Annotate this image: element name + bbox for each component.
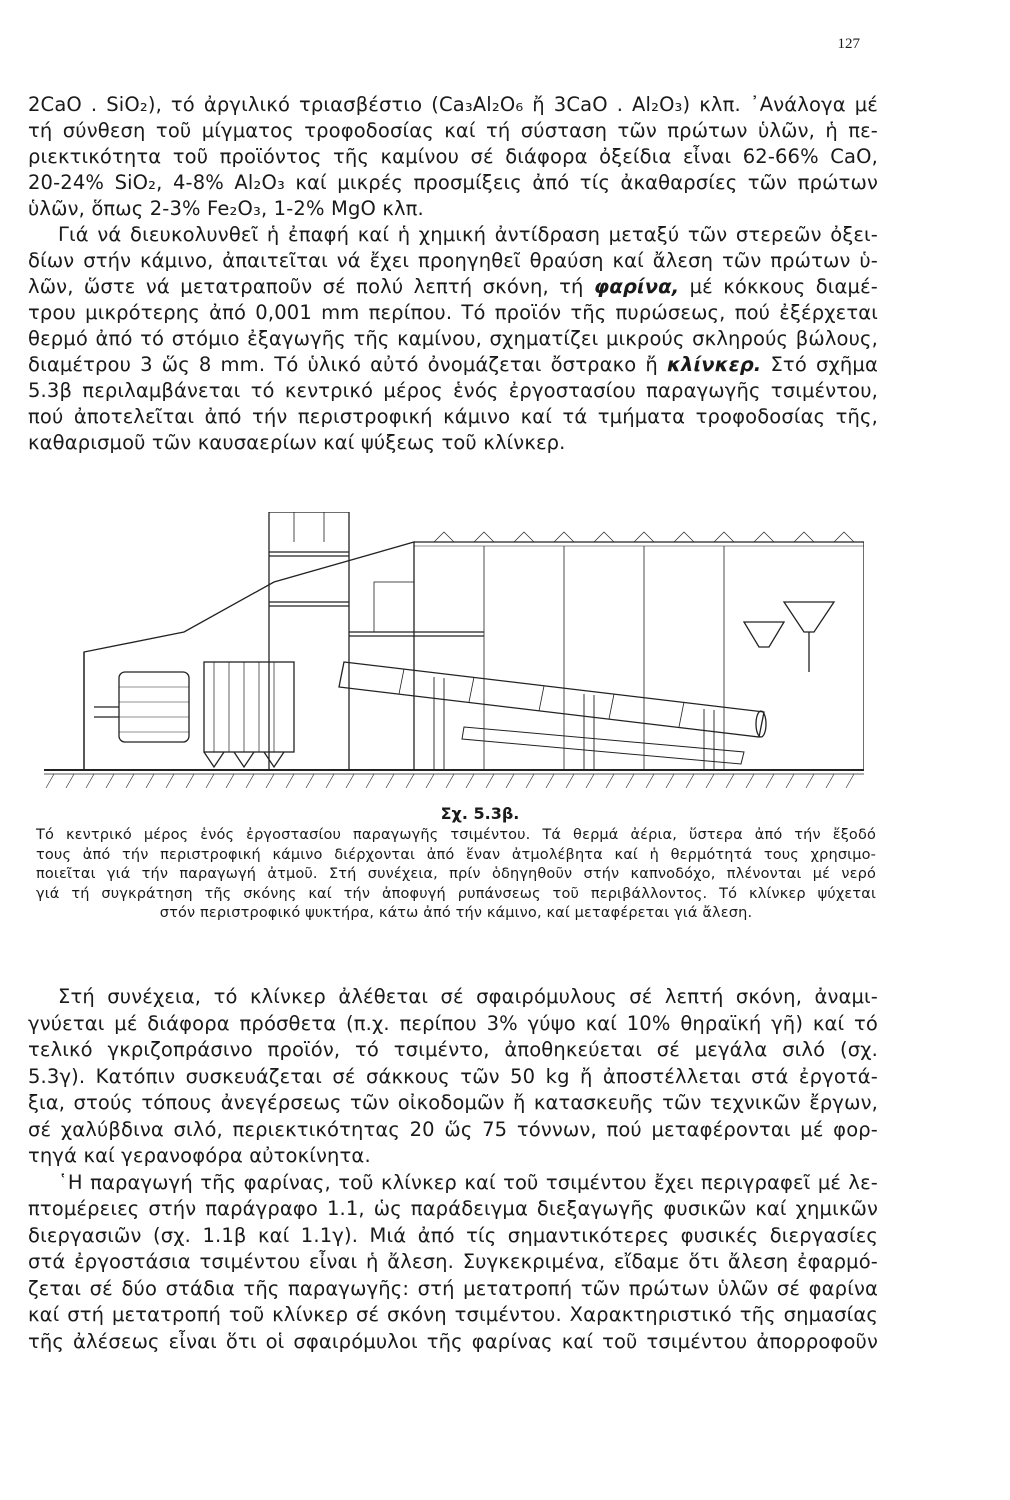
page-number: 127 bbox=[837, 36, 860, 52]
text-line: ριεκτικότητα τοῦ προϊόντος τῆς καμίνου σέ διάφορα ὀξείδια εἶναι 62-66% CaO, bbox=[28, 145, 878, 168]
text-line: σέ χαλύβδινα σιλό, περιεκτικότητας 20 ὥς 75 τόννων, πού μεταφέρονται μέ φορ- bbox=[28, 1117, 878, 1141]
text-line: τηγά καί γερανοφόρα αὐτοκίνητα. bbox=[28, 1144, 371, 1167]
text-fragment: διαμέτρου 3 ὥς 8 mm. Τό ὑλικό αὐτό ὀνομάζεται ὄστρακο ἤ bbox=[28, 353, 668, 376]
cement-plant-drawing bbox=[44, 512, 864, 790]
text-line bbox=[28, 274, 878, 300]
text-fragment: λῶν, ὥστε νά μετατραποῦν σέ πολύ λεπτή σκόνη, τή bbox=[28, 275, 594, 298]
text-line: 5.3β περιλαμβάνεται τό κεντρικό μέρος ἑνός ἐργοστασίου παραγωγῆς τσιμέντου, bbox=[28, 379, 878, 402]
text-line: Στή συνέχεια, τό κλίνκερ ἀλέθεται σέ σφαιρόμυλους σέ λεπτή σκόνη, ἀναμι- bbox=[58, 985, 878, 1008]
text-line: δίων στήν κάμινο, ἀπαιτεῖται νά ἔχει προηγηθεῖ θραύση καί ἄλεση τῶν πρώτων ὑ- bbox=[28, 249, 878, 272]
text-fragment: Στό σχῆμα bbox=[761, 353, 878, 376]
text-line: πτομέρειες στήν παράγραφο 1.1, ὡς παράδειγμα διεξαγωγῆς φυσικῶν καί χημικῶν bbox=[28, 1197, 878, 1220]
text-line: θερμό ἀπό τό στόμιο ἐξαγωγῆς τῆς καμίνου, σχηματίζει μικρούς σκληρούς βώλους, bbox=[28, 327, 878, 350]
text-line: ζεται σέ δύο στάδια τῆς παραγωγῆς: στή μετατροπή τῶν πρώτων ὑλῶν σέ φαρίνα bbox=[28, 1276, 878, 1300]
keyword-farina: φαρίνα, bbox=[593, 275, 680, 298]
caption-line: Τό κεντρικό μέρος ἑνός ἐργοστασίου παραγωγῆς τσιμέντου. Τά θερμά ἀέρια, ὕστερα ἀπό τήν ἔξοδό bbox=[36, 827, 876, 843]
text-line: στά ἐργοστάσια τσιμέντου εἶναι ἡ ἄλεση. Συγκεκριμένα, εἴδαμε ὅτι ἄλεση ἐφαρμό- bbox=[28, 1250, 878, 1273]
body-text-top bbox=[28, 92, 878, 456]
figure-label: Σχ. 5.3β. bbox=[440, 804, 520, 823]
figure-caption bbox=[36, 826, 876, 924]
text-line: τρου μικρότερης ἀπό 0,001 mm περίπου. Τό προϊόν τῆς πυρώσεως, πού ἐξέρχεται bbox=[28, 301, 878, 324]
text-line: τῆς ἀλέσεως εἶναι ὅτι οἱ σφαιρόμυλοι τῆς φαρίνας καί τοῦ τσιμέντου ἀπορροφοῦν bbox=[28, 1329, 878, 1353]
text-line: τελικό γκριζοπράσινο προϊόν, τό τσιμέντο, ἀποθηκεύεται σέ μεγάλα σιλό (σχ. bbox=[28, 1038, 878, 1061]
text-line: καθαρισμοῦ τῶν καυσαερίων καί ψύξεως τοῦ κλίνκερ. bbox=[28, 431, 566, 454]
caption-line: γιά τή συγκράτηση τῆς σκόνης καί τήν ἀποφυγή ρυπάνσεως τοῦ περιβάλλοντος. Τό κλίνκερ ψύχεται bbox=[36, 885, 876, 902]
text-line: ξια, στούς τόπους ἀνεγέρσεως τῶν οἰκοδομῶν ἤ κατασκευῆς τῶν τεχνικῶν ἔργων, bbox=[28, 1091, 878, 1114]
text-line: ῾Η παραγωγή τῆς φαρίνας, τοῦ κλίνκερ καί τοῦ τσιμέντου ἔχει περιγραφεῖ μέ λε- bbox=[58, 1170, 878, 1194]
caption-line: τους ἀπό τήν περιστροφική κάμινο διέρχονται ἀπό ἕναν ἀτμολέβητα καί ἡ θερμότητά τους χρησιμο- bbox=[36, 846, 876, 863]
text-line: γνύεται μέ διάφορα πρόσθετα (π.χ. περίπου 3% γύψο καί 10% θηραϊκή γῆ) καί τό bbox=[28, 1011, 878, 1035]
text-line: καί στή μετατροπή τοῦ κλίνκερ σέ σκόνη τσιμέντου. Χαρακτηριστικό τῆς σημασίας bbox=[28, 1303, 878, 1326]
caption-line: στόν περιστροφικό ψυκτήρα, κάτω ἀπό τήν κάμινο, καί μεταφέρεται γιά ἄλεση. bbox=[159, 905, 753, 921]
text-fragment: μέ κόκκους διαμέ- bbox=[679, 275, 878, 298]
text-line: 2CaO . SiO₂), τό ἀργιλικό τριασβέστιο (Ca₃Al₂O₆ ἤ 3CaO . Al₂O₃) κλπ. ᾿Ανάλογα μέ bbox=[28, 93, 878, 116]
caption-line: ποιεῖται γιά τήν παραγωγή ἀτμοῦ. Στή συνέχεια, πρίν ὁδηγηθοῦν στήν καπνοδόχο, πλένονται μέ νερό bbox=[36, 866, 876, 882]
text-line: Γιά νά διευκολυνθεῖ ἡ ἐπαφή καί ἡ χημική ἀντίδραση μεταξύ τῶν στερεῶν ὀξει- bbox=[58, 223, 878, 246]
text-line: πού ἀποτελεῖται ἀπό τήν περιστροφική κάμινο καί τά τμήματα τροφοδοσίας τῆς, bbox=[28, 405, 878, 428]
text-line: διεργασιῶν (σχ. 1.1β καί 1.1γ). Μιά ἀπό τίς σημαντικότερες φυσικές διεργασίες bbox=[28, 1223, 878, 1247]
text-line: τή σύνθεση τοῦ μίγματος τροφοδοσίας καί τή σύσταση τῶν πρώτων ὑλῶν, ἡ πε- bbox=[28, 119, 878, 142]
text-line: 20-24% SiO₂, 4-8% Al₂O₃ καί μικρές προσμίξεις ἀπό τίς ἀκαθαρσίες τῶν πρώτων bbox=[28, 171, 878, 194]
keyword-clinker: κλίνκερ. bbox=[667, 353, 762, 376]
body-text-bottom bbox=[28, 984, 878, 1355]
text-line bbox=[28, 352, 878, 378]
text-line: ὑλῶν, ὅπως 2-3% Fe₂O₃, 1-2% MgO κλπ. bbox=[28, 197, 424, 220]
text-line: 5.3γ). Κατόπιν συσκευάζεται σέ σάκκους τῶν 50 kg ἤ ἀποστέλλεται στά ἐργοτά- bbox=[28, 1064, 878, 1088]
